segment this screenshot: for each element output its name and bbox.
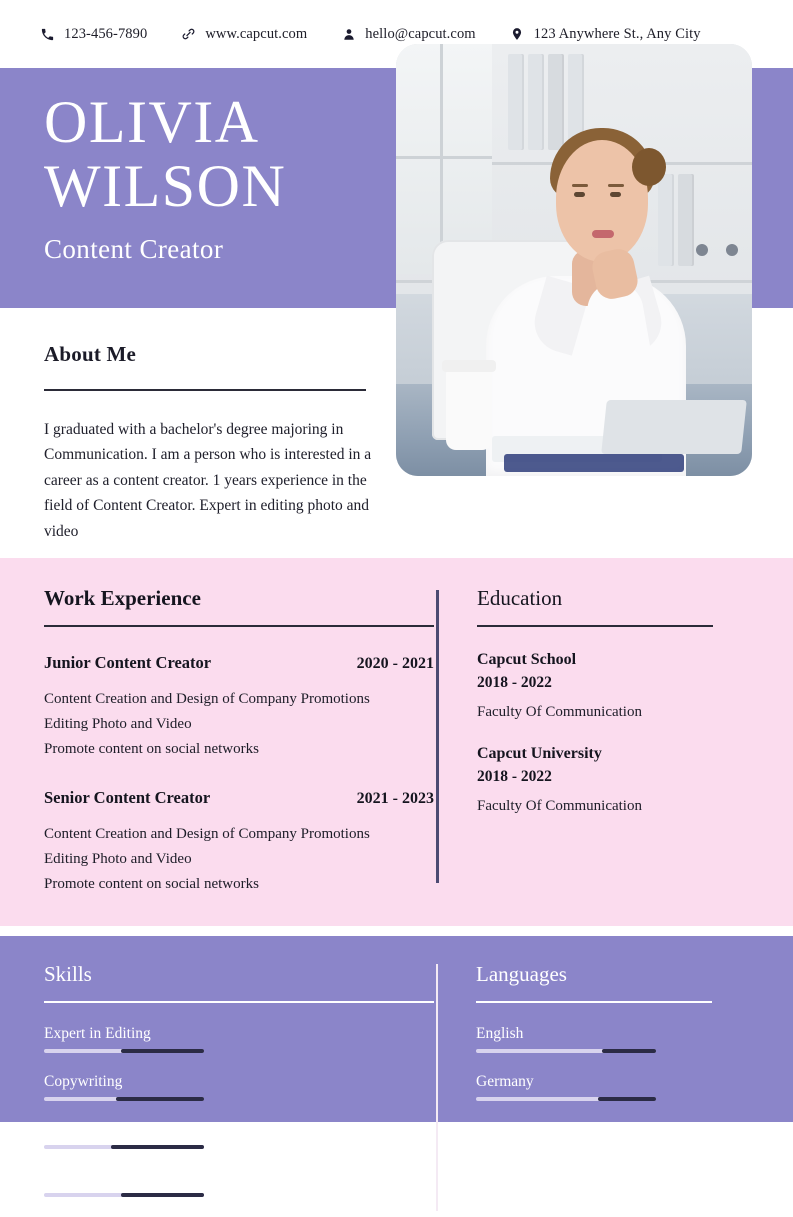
skill-label: Expert in Editing xyxy=(44,1024,151,1042)
education-years: 2018 - 2022 xyxy=(477,767,552,785)
last-name: WILSON xyxy=(44,153,287,219)
job-bullet: Content Creation and Design of Company Promotions xyxy=(44,825,370,842)
language-level-fill xyxy=(602,1049,656,1053)
skill-level-fill xyxy=(121,1193,204,1197)
language-level-bar xyxy=(476,1049,656,1053)
job-role: Senior Content Creator xyxy=(44,787,211,807)
contact-website-text: www.capcut.com xyxy=(205,25,308,42)
link-icon xyxy=(181,26,196,43)
education-faculty: Faculty Of Communication xyxy=(477,703,642,720)
phone-icon xyxy=(40,26,55,43)
portrait-photo-illustration xyxy=(396,44,752,476)
skill-item xyxy=(44,1121,248,1149)
person-icon xyxy=(341,26,356,43)
job-role: Junior Content Creator xyxy=(44,652,212,672)
education-column xyxy=(439,586,749,897)
education-entry xyxy=(477,651,749,721)
job-bullet: Editing Photo and Video xyxy=(44,715,192,732)
job-bullet: Content Creation and Design of Company Promotions xyxy=(44,690,370,707)
education-title: Education xyxy=(477,586,563,610)
education-school: Capcut School xyxy=(477,650,577,668)
skill-level-bar xyxy=(44,1145,204,1149)
skill-item xyxy=(44,1169,248,1197)
job-dates: 2020 - 2021 xyxy=(356,654,434,672)
contact-item-website[interactable] xyxy=(181,26,307,43)
job-dates: 2021 - 2023 xyxy=(356,789,434,807)
skills-column xyxy=(44,962,436,1217)
job-bullet: Promote content on social networks xyxy=(44,740,259,757)
contact-item-address[interactable] xyxy=(510,26,701,43)
about-divider xyxy=(44,389,366,391)
contact-item-phone[interactable] xyxy=(40,26,147,43)
about-text: I graduated with a bachelor's degree majoring in Communication. I am a person who is interested in a career as a content creator. 1 years experience in the field of Content Creator. Expert in editing photo and video xyxy=(44,420,372,540)
language-item xyxy=(476,1073,712,1101)
languages-title: Languages xyxy=(476,962,567,986)
language-label: Germany xyxy=(476,1072,534,1090)
portrait-photo xyxy=(396,44,752,476)
job-bullet: Editing Photo and Video xyxy=(44,850,192,867)
skill-label: Copywriting xyxy=(44,1072,123,1090)
job-entry xyxy=(44,788,436,897)
contact-address-text: 123 Anywhere St., Any City xyxy=(533,25,701,42)
about-title: About Me xyxy=(44,342,137,366)
contact-item-email[interactable] xyxy=(341,26,475,43)
work-experience-title: Work Experience xyxy=(44,586,201,610)
education-entry xyxy=(477,745,749,815)
skill-label: Editing Photo and Video xyxy=(44,1168,197,1186)
contact-phone-text: 123-456-7890 xyxy=(64,25,148,42)
skills-title: Skills xyxy=(44,962,92,986)
languages-column xyxy=(438,962,749,1217)
language-item xyxy=(476,1025,712,1053)
skill-item xyxy=(44,1073,248,1101)
skill-level-bar xyxy=(44,1049,204,1053)
location-pin-icon xyxy=(510,26,525,43)
skill-level-bar xyxy=(44,1193,204,1197)
job-title: Content Creator xyxy=(44,234,224,264)
education-divider xyxy=(477,625,713,627)
skills-divider xyxy=(44,1001,434,1003)
skill-level-fill xyxy=(116,1097,204,1101)
languages-divider xyxy=(476,1001,712,1003)
first-name: OLIVIA xyxy=(44,89,260,155)
name-block xyxy=(44,90,404,265)
middle-section xyxy=(0,558,793,926)
work-experience-divider xyxy=(44,625,434,627)
job-bullet: Promote content on social networks xyxy=(44,875,259,892)
skill-level-fill xyxy=(121,1049,204,1053)
skill-item xyxy=(44,1025,248,1053)
language-level-bar xyxy=(476,1097,656,1101)
skill-label: Create logos xyxy=(44,1120,122,1138)
work-experience-column xyxy=(44,586,436,897)
bottom-section xyxy=(0,936,793,1186)
language-label: English xyxy=(476,1024,524,1042)
education-faculty: Faculty Of Communication xyxy=(477,797,642,814)
skill-level-bar xyxy=(44,1097,204,1101)
skill-level-fill xyxy=(111,1145,204,1149)
language-level-fill xyxy=(598,1097,656,1101)
job-entry xyxy=(44,653,436,762)
contact-email-text: hello@capcut.com xyxy=(365,25,476,42)
education-years: 2018 - 2022 xyxy=(477,673,552,691)
education-school: Capcut University xyxy=(477,744,602,762)
